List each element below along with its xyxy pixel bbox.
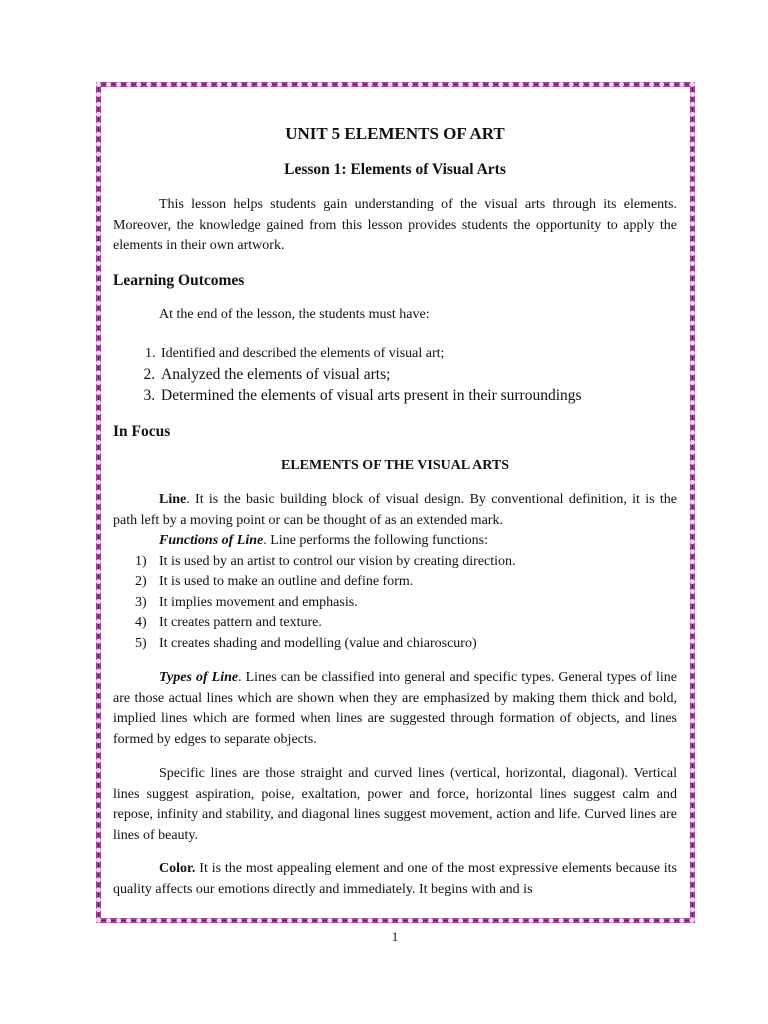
line-term: Line <box>159 492 187 507</box>
intro-paragraph: This lesson helps students gain understanding of the visual arts through its elements. Moreover, the knowledge gained from this lesson provides students the opportunity to apply the elements in their own artwork. <box>113 197 677 253</box>
list-item <box>135 634 677 655</box>
list-item <box>135 572 677 593</box>
list-number: 1) <box>135 553 147 569</box>
learning-outcomes-heading: Learning Outcomes <box>113 271 245 289</box>
color-term: Color. <box>159 861 196 876</box>
list-item <box>135 613 677 634</box>
functions-term: Functions of Line <box>159 533 264 548</box>
specific-lines-paragraph: Specific lines are those straight and curved lines (vertical, horizontal, diagonal). Vertical lines suggest aspiration, poise, exaltation, power and force, horizontal lines suggest calm and repose, infinity and stability, and diagonal lines suggest movement, action and life. Curved lines are lines of beauty. <box>113 766 677 843</box>
list-item <box>135 552 677 573</box>
unit-title: UNIT 5 ELEMENTS OF ART <box>285 124 505 143</box>
color-text: It is the most appealing element and one of the most expressive elements because its quality affects our emotions directly and immediately. It begins with and is <box>113 861 677 897</box>
types-term: Types of Line <box>159 670 239 685</box>
in-focus-heading: In Focus <box>113 423 171 440</box>
types-text: . Lines can be classified into general and specific types. General types of line are those actual lines which are shown when they are emphasized by making them thick and bold, implied lines which are formed when lines are suggested through formation of objects, and lines formed by edges to separate objects. <box>113 670 677 747</box>
list-number: 3) <box>135 594 147 610</box>
line-paragraph <box>113 490 677 531</box>
functions-text: . Line performs the following functions: <box>263 533 488 548</box>
list-text: It is used to make an outline and define form. <box>159 574 414 589</box>
list-text: It creates pattern and texture. <box>159 615 322 630</box>
functions-paragraph <box>113 531 677 552</box>
list-text: It creates shading and modelling (value and chiaroscuro) <box>159 635 477 651</box>
list-item: 1. Identified and described the elements of visual art; <box>159 344 677 365</box>
list-item: 2. Analyzed the elements of visual arts; <box>159 364 677 385</box>
color-paragraph <box>113 859 677 900</box>
lesson-title: Lesson 1: Elements of Visual Arts <box>284 160 506 178</box>
functions-list <box>113 552 677 655</box>
list-number: 4) <box>135 615 147 630</box>
list-number: 2) <box>135 574 147 589</box>
document-body <box>113 120 677 900</box>
outcomes-list <box>113 344 677 407</box>
outcomes-lead: At the end of the lesson, the students must have: <box>159 307 430 322</box>
list-item: 3. Determined the elements of visual arts present in their surroundings <box>159 385 677 406</box>
list-text: It implies movement and emphasis. <box>159 594 358 610</box>
line-text: . It is the basic building block of visual design. By conventional definition, it is the path left by a moving point or can be thought of as an extended mark. <box>113 492 677 528</box>
page-number: 1 <box>391 929 399 944</box>
list-item <box>135 593 677 614</box>
list-number: 5) <box>135 635 147 651</box>
list-text: It is used by an artist to control our vision by creating direction. <box>159 553 516 569</box>
types-paragraph <box>113 668 677 750</box>
section-title: ELEMENTS OF THE VISUAL ARTS <box>281 457 509 473</box>
